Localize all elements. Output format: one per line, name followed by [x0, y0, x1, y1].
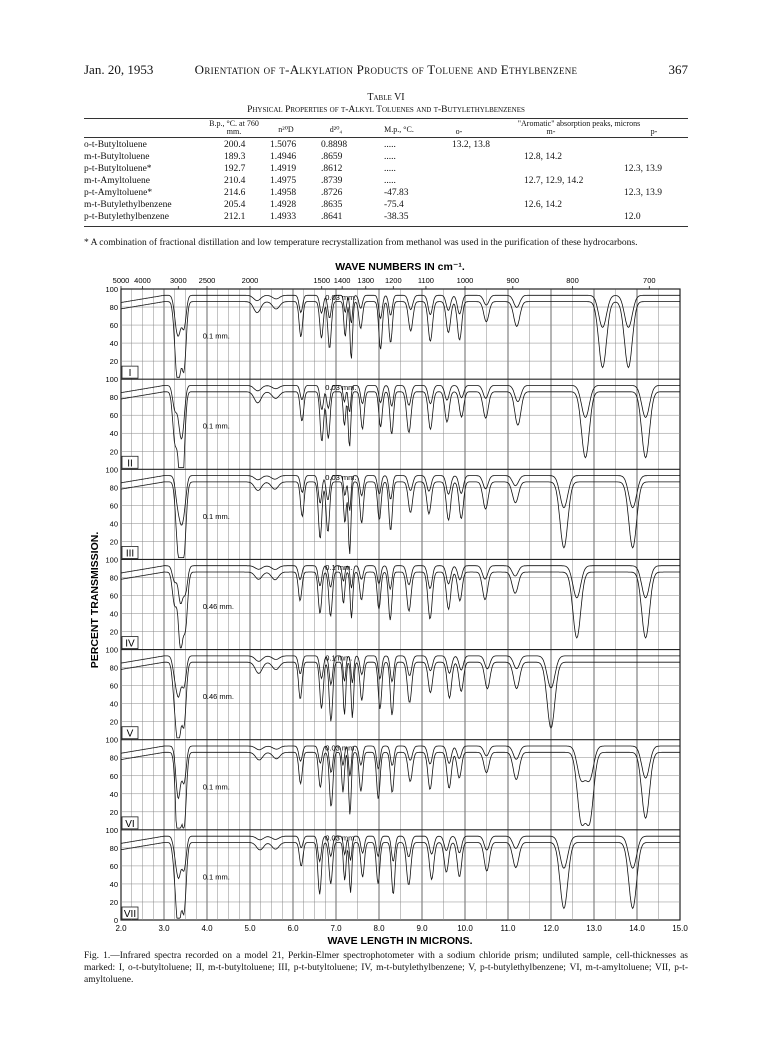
top-tick-label: 1300: [357, 276, 375, 285]
panel-number: VI: [125, 818, 135, 830]
x-tick-label: 9.0: [416, 924, 428, 933]
table-cell-d: .8739: [321, 176, 343, 186]
y-tick-label: 100: [105, 735, 118, 745]
table-cell-m: 12.6, 14.2: [524, 200, 562, 210]
y-tick-label: 20: [109, 807, 118, 817]
table-cell-bp: 214.6: [224, 188, 246, 198]
thin-cell-label: 0.03 mm.: [325, 833, 357, 843]
y-tick-label: 60: [109, 771, 118, 781]
x-tick-label: 13.0: [586, 924, 602, 933]
table-cell-nd: 1.5076: [270, 140, 297, 150]
col-header-para: p-: [650, 127, 658, 136]
top-tick-label: 5000: [112, 276, 130, 285]
x-tick-label: 6.0: [287, 924, 299, 933]
table-cell-bp: 192.7: [224, 164, 246, 174]
y-tick-label: 20: [109, 717, 118, 727]
table-cell-name: m-t-Amyltoluene: [84, 176, 150, 186]
top-tick-label: 2000: [241, 276, 259, 285]
y-tick-label: 100: [105, 285, 118, 294]
y-tick-label: 100: [105, 375, 118, 385]
panel-number: III: [125, 548, 135, 560]
y-axis-title: PERCENT TRANSMISSION.: [89, 531, 101, 669]
panel-number: II: [127, 458, 133, 470]
y-tick-label: 100: [105, 465, 118, 475]
x-tick-label: 3.0: [158, 924, 170, 933]
y-tick-label: 20: [109, 357, 118, 367]
table-cell-bp: 212.1: [224, 212, 246, 222]
thin-cell-label: 0.03 mm.: [325, 473, 357, 483]
top-tick-label: 1200: [384, 276, 402, 285]
x-tick-label: 8.0: [373, 924, 385, 933]
table-cell-name: p-t-Butyltoluene*: [84, 164, 152, 174]
top-tick-label: 3000: [169, 276, 187, 285]
y-tick-label: 80: [109, 483, 118, 493]
table-cell-d: .8635: [321, 200, 343, 210]
y-tick-label: 40: [109, 429, 118, 439]
table-cell-d: 0.8898: [321, 140, 348, 150]
top-tick-label: 1500: [313, 276, 331, 285]
y-tick-label: 40: [109, 879, 118, 889]
thin-cell-label: 0.03 mm.: [325, 743, 357, 753]
panel-number: IV: [125, 638, 135, 650]
table-cell-mp: -75.4: [384, 200, 404, 210]
table-title: Table VI: [367, 92, 405, 103]
table-cell-bp: 205.4: [224, 200, 246, 210]
table-cell-name: m-t-Butyltoluene: [84, 152, 150, 162]
x-tick-label: 5.0: [244, 924, 256, 933]
panel-number: I: [128, 368, 132, 380]
table-cell-d: .8612: [321, 164, 343, 174]
table-cell-p: 12.0: [624, 212, 641, 222]
y-tick-label: 80: [109, 753, 118, 763]
y-tick-label: 40: [109, 699, 118, 709]
y-tick-label: 20: [109, 627, 118, 637]
col-header-nd: n²⁰D: [278, 125, 294, 134]
y-tick-label: 40: [109, 609, 118, 619]
panel-number: V: [126, 728, 134, 740]
thin-cell-label: 0.1 mm.: [325, 563, 353, 573]
table-cell-bp: 189.3: [224, 152, 246, 162]
table-cell-bp: 200.4: [224, 140, 246, 150]
thick-cell-label: 0.46 mm.: [202, 692, 234, 702]
y-tick-label: 80: [109, 663, 118, 673]
table-cell-d: .8726: [321, 188, 343, 198]
table-cell-mp: .....: [384, 176, 396, 186]
col-header-ortho: o-: [455, 127, 463, 136]
y-tick-label: 60: [109, 861, 118, 871]
y-tick-label: 100: [105, 555, 118, 565]
y-tick-label: 80: [109, 843, 118, 853]
x-tick-label: 10.0: [457, 924, 473, 933]
table-cell-p: 12.3, 13.9: [624, 164, 662, 174]
table-cell-nd: 1.4958: [270, 188, 297, 198]
header-date: Jan. 20, 1953: [84, 62, 154, 77]
y-tick-label: 60: [109, 501, 118, 511]
table-cell-mp: -38.35: [384, 212, 409, 222]
table-cell-m: 12.7, 12.9, 14.2: [524, 176, 584, 186]
thick-cell-label: 0.1 mm.: [202, 782, 230, 792]
table-cell-nd: 1.4975: [270, 176, 297, 186]
header-title: Orientation of t-Alkylation Products of Toluene and Ethylbenzene: [194, 62, 578, 77]
table-cell-mp: .....: [384, 140, 396, 150]
y-tick-label: 80: [109, 573, 118, 583]
table-cell-p: 12.3, 13.9: [624, 188, 662, 198]
table-cell-m: 12.8, 14.2: [524, 152, 562, 162]
table-cell-name: m-t-Butylethylbenzene: [84, 200, 172, 210]
y-tick-label: 100: [105, 825, 118, 835]
x-tick-label: 14.0: [629, 924, 645, 933]
thick-cell-label: 0.1 mm.: [202, 421, 230, 431]
top-tick-label: 1400: [333, 276, 351, 285]
top-tick-label: 4000: [134, 276, 151, 285]
table-cell-mp: .....: [384, 152, 396, 162]
table-cell-mp: -47.83: [384, 188, 409, 198]
y-tick-label: 40: [109, 519, 118, 529]
table-cell-name: p-t-Butylethylbenzene: [84, 212, 169, 222]
table-footnote: * A combination of fractional distillation and low temperature recrystallization from methanol was used in the purification of these hydrocarbons.: [84, 238, 638, 248]
x-tick-label: 11.0: [500, 924, 516, 933]
top-tick-label: 900: [506, 276, 520, 285]
col-header-d: d²⁰₄: [329, 125, 343, 134]
panel-number: VII: [123, 909, 137, 920]
y-tick-label: 60: [109, 321, 118, 331]
x-axis-title: WAVE LENGTH IN MICRONS.: [327, 935, 473, 947]
top-tick-label: 2500: [198, 276, 216, 285]
y-tick-label: 60: [109, 411, 118, 421]
table-cell-nd: 1.4919: [270, 164, 297, 174]
thick-cell-label: 0.1 mm.: [202, 872, 230, 882]
y-tick-label: 60: [109, 591, 118, 601]
y-tick-label: 20: [109, 897, 118, 907]
thin-cell-label: 0.03 mm.: [325, 382, 357, 392]
col-header-aromatic: "Aromatic" absorption peaks, microns: [517, 119, 641, 128]
y-tick-label: 20: [109, 447, 118, 457]
y-tick-label: 80: [109, 303, 118, 313]
thin-cell-label: 0.03 mm.: [325, 292, 357, 302]
top-tick-label: 800: [566, 276, 579, 285]
y-tick-label: 60: [109, 681, 118, 691]
y-tick-label: 0: [113, 916, 118, 925]
table-cell-d: .8641: [321, 212, 343, 222]
top-tick-label: 1100: [417, 276, 434, 285]
x-tick-label: 4.0: [201, 924, 213, 933]
col-header-meta: m-: [546, 127, 556, 136]
x-tick-label: 7.0: [330, 924, 342, 933]
x-tick-label: 12.0: [543, 924, 559, 933]
top-tick-label: 700: [643, 276, 656, 285]
table-cell-nd: 1.4946: [270, 152, 297, 162]
table-cell-name: o-t-Butyltoluene: [84, 140, 147, 150]
table-cell-o: 13.2, 13.8: [452, 140, 490, 150]
figure-caption: Fig. 1.—Infrared spectra recorded on a model 21, Perkin-Elmer spectrophotometer with a sodium chloride prism; undiluted sample, cell-thicknesses as marked: I, o-t-butyltoluene; II, m-t-butyltoluene; III, p-t-butyltoluene; IV, m-t-butylethylbenzene; V, p-t-butylethylbenzene; VI, m-t-amyltoluene; VII, p-t-amyltoluene.: [84, 951, 688, 985]
col-header-bp: B.p., °C. at 760 mm.: [209, 119, 259, 136]
y-tick-label: 100: [105, 645, 118, 655]
table-cell-d: .8659: [321, 152, 343, 162]
y-tick-label: 40: [109, 789, 118, 799]
thick-cell-label: 0.1 mm.: [202, 511, 230, 521]
thick-cell-label: 0.46 mm.: [202, 602, 234, 612]
col-header-mp: M.p., °C.: [384, 125, 414, 134]
table-cell-mp: .....: [384, 164, 396, 174]
table-cell-nd: 1.4933: [270, 212, 297, 222]
top-axis-title: WAVE NUMBERS IN cm⁻¹.: [335, 261, 465, 273]
thick-cell-label: 0.1 mm.: [202, 331, 230, 341]
table-cell-bp: 210.4: [224, 176, 246, 186]
x-tick-label: 2.0: [115, 924, 127, 933]
table-cell-name: p-t-Amyltoluene*: [84, 188, 153, 198]
chart-labels: [105, 276, 688, 933]
y-tick-label: 40: [109, 339, 118, 349]
top-tick-label: 1000: [456, 276, 474, 285]
table-cell-nd: 1.4928: [270, 200, 297, 210]
thin-cell-label: 0.1 mm.: [325, 653, 353, 663]
y-tick-label: 80: [109, 393, 118, 403]
header-page-number: 367: [668, 62, 688, 77]
table-subtitle: Physical Properties of t-Alkyl Toluenes and t-Butylethylbenzenes: [247, 105, 525, 115]
y-tick-label: 20: [109, 537, 118, 547]
x-tick-label: 15.0: [672, 924, 688, 933]
